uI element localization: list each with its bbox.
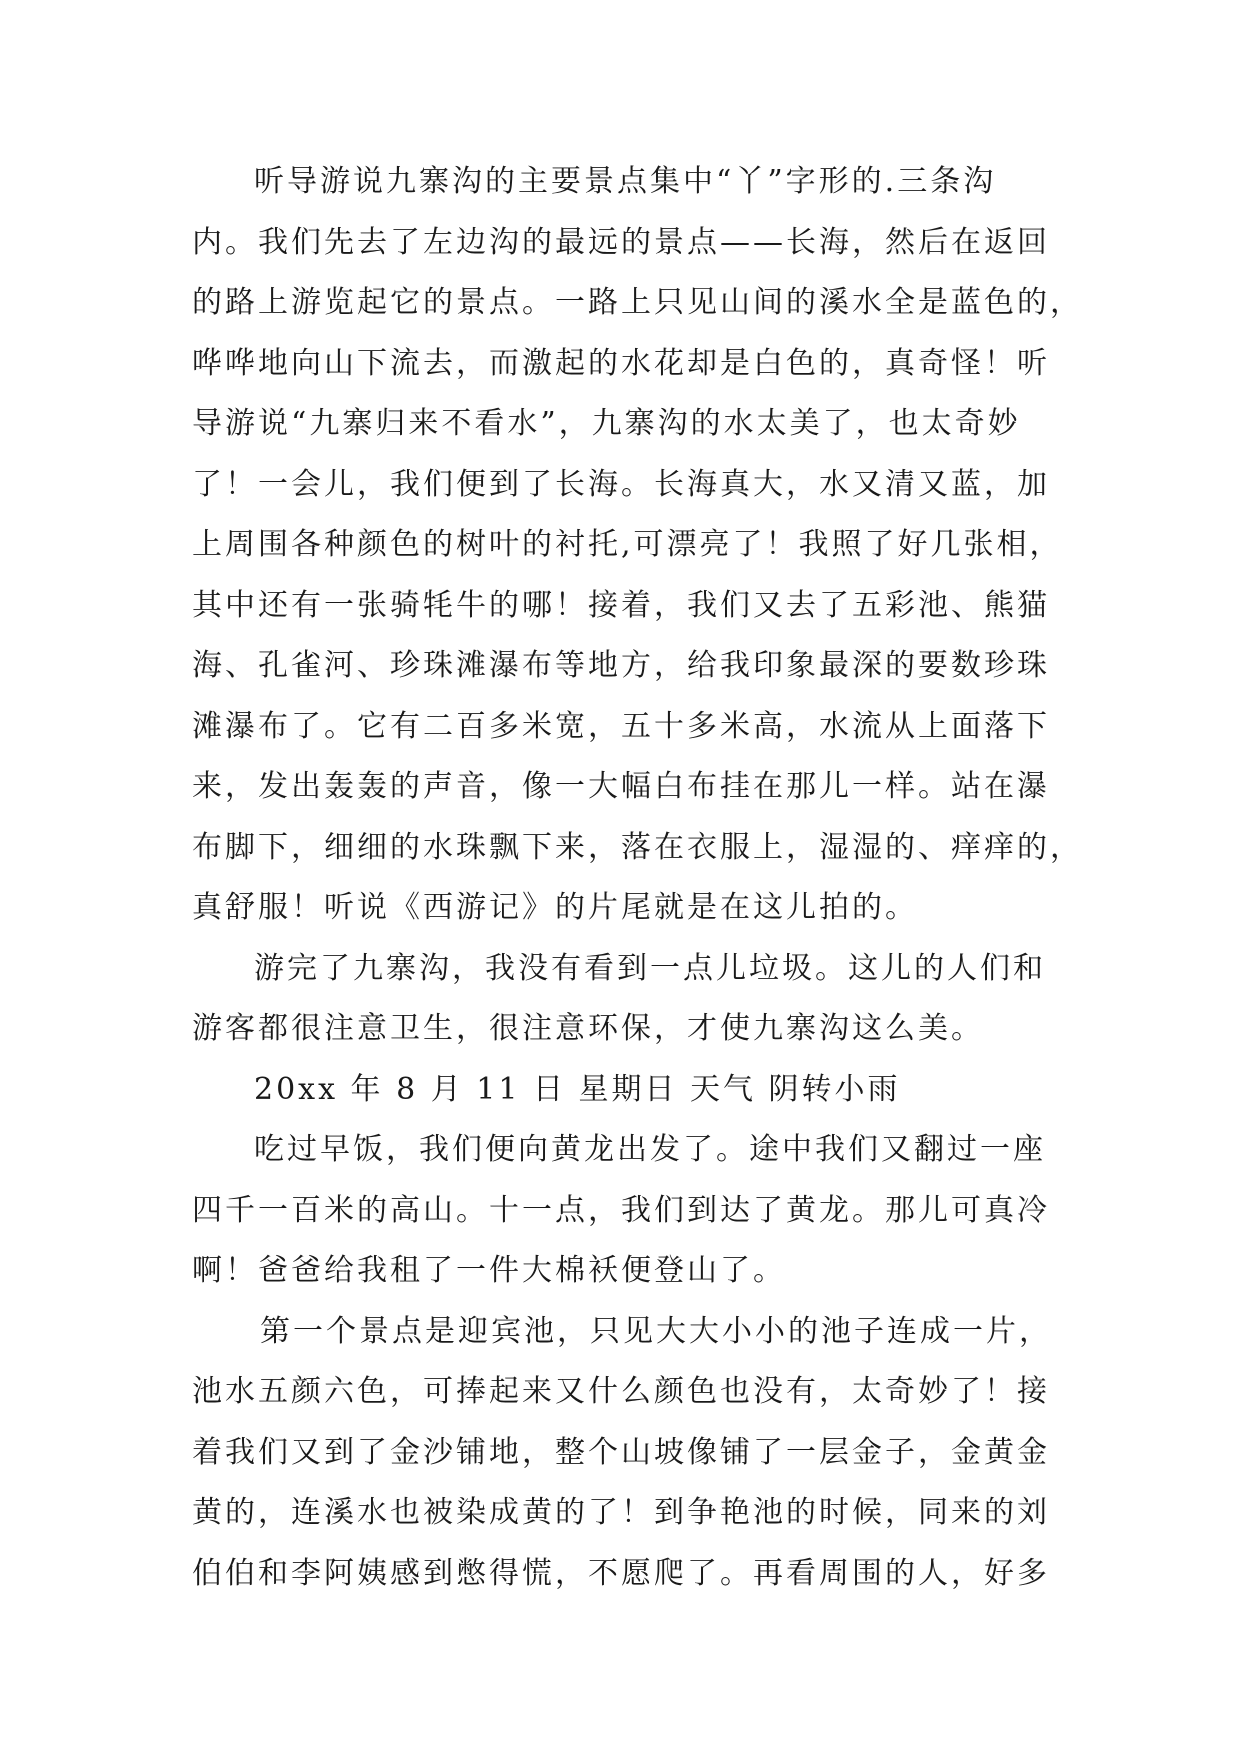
paragraph-line: 第一个景点是迎宾池，只见大大小小的池子连成一片， [260,1313,1052,1349]
paragraph-line: 着我们又到了金沙铺地，整个山坡像铺了一层金子，金黄金 [192,1434,1050,1470]
paragraph-line: 伯伯和李阿姨感到憋得慌，不愿爬了。再看周围的人，好多 [192,1555,1050,1591]
paragraph-line: 的路上游览起它的景点。一路上只见山间的溪水全是蓝色的， [192,285,1083,320]
paragraph-line: 海、孔雀河、珍珠滩瀑布等地方，给我印象最深的要数珍珠 [192,648,1050,683]
paragraph-line: 黄的，连溪水也被染成黄的了！到争艳池的时候，同来的刘 [192,1495,1050,1530]
paragraph-line: 游客都很注意卫生，很注意环保，才使九寨沟这么美。 [192,1011,984,1046]
paragraph-line: 池水五颜六色，可捧起来又什么颜色也没有，太奇妙了！接 [192,1374,1050,1409]
paragraph-line: 布脚下，细细的水珠飘下来，落在衣服上，湿湿的、痒痒的， [192,829,1083,865]
paragraph-line: 来，发出轰轰的声音，像一大幅白布挂在那儿一样。站在瀑 [192,769,1050,804]
paragraph-line: 听导游说九寨沟的主要景点集中“丫”字形的.三条沟 [254,164,997,199]
paragraph-line: 导游说“九寨归来不看水”，九寨沟的水太美了，也太奇妙 [192,406,1021,441]
paragraph-line: 四千一百米的高山。十一点，我们到达了黄龙。那儿可真冷 [192,1192,1050,1228]
paragraph-line: 吃过早饭，我们便向黄龙出发了。途中我们又翻过一座 [254,1132,1046,1167]
paragraph-line: 内。我们先去了左边沟的最远的景点——长海，然后在返回 [192,224,1050,260]
diary-date-heading: 20xx 年 8 月 11 日 星期日 天气 阴转小雨 [254,1071,901,1107]
body-text [192,152,1092,1604]
paragraph-line: 其中还有一张骑牦牛的哪！接着，我们又去了五彩池、熊猫 [192,587,1050,623]
paragraph-line: 啊！爸爸给我租了一件大棉袄便登山了。 [192,1253,786,1288]
paragraph-line: 了！一会儿，我们便到了长海。长海真大，水又清又蓝，加 [192,466,1050,502]
paragraph-line: 哗哗地向山下流去，而激起的水花却是白色的，真奇怪！听 [192,345,1050,381]
paragraph-line: 滩瀑布了。它有二百多米宽，五十多米高，水流从上面落下 [192,708,1050,744]
paragraph-line: 游完了九寨沟，我没有看到一点儿垃圾。这儿的人们和 [254,950,1046,986]
paragraph-line: 上周围各种颜色的树叶的衬托,可漂亮了！我照了好几张相， [192,527,1063,562]
paragraph-line: 真舒服！听说《西游记》的片尾就是在这儿拍的。 [192,890,918,925]
